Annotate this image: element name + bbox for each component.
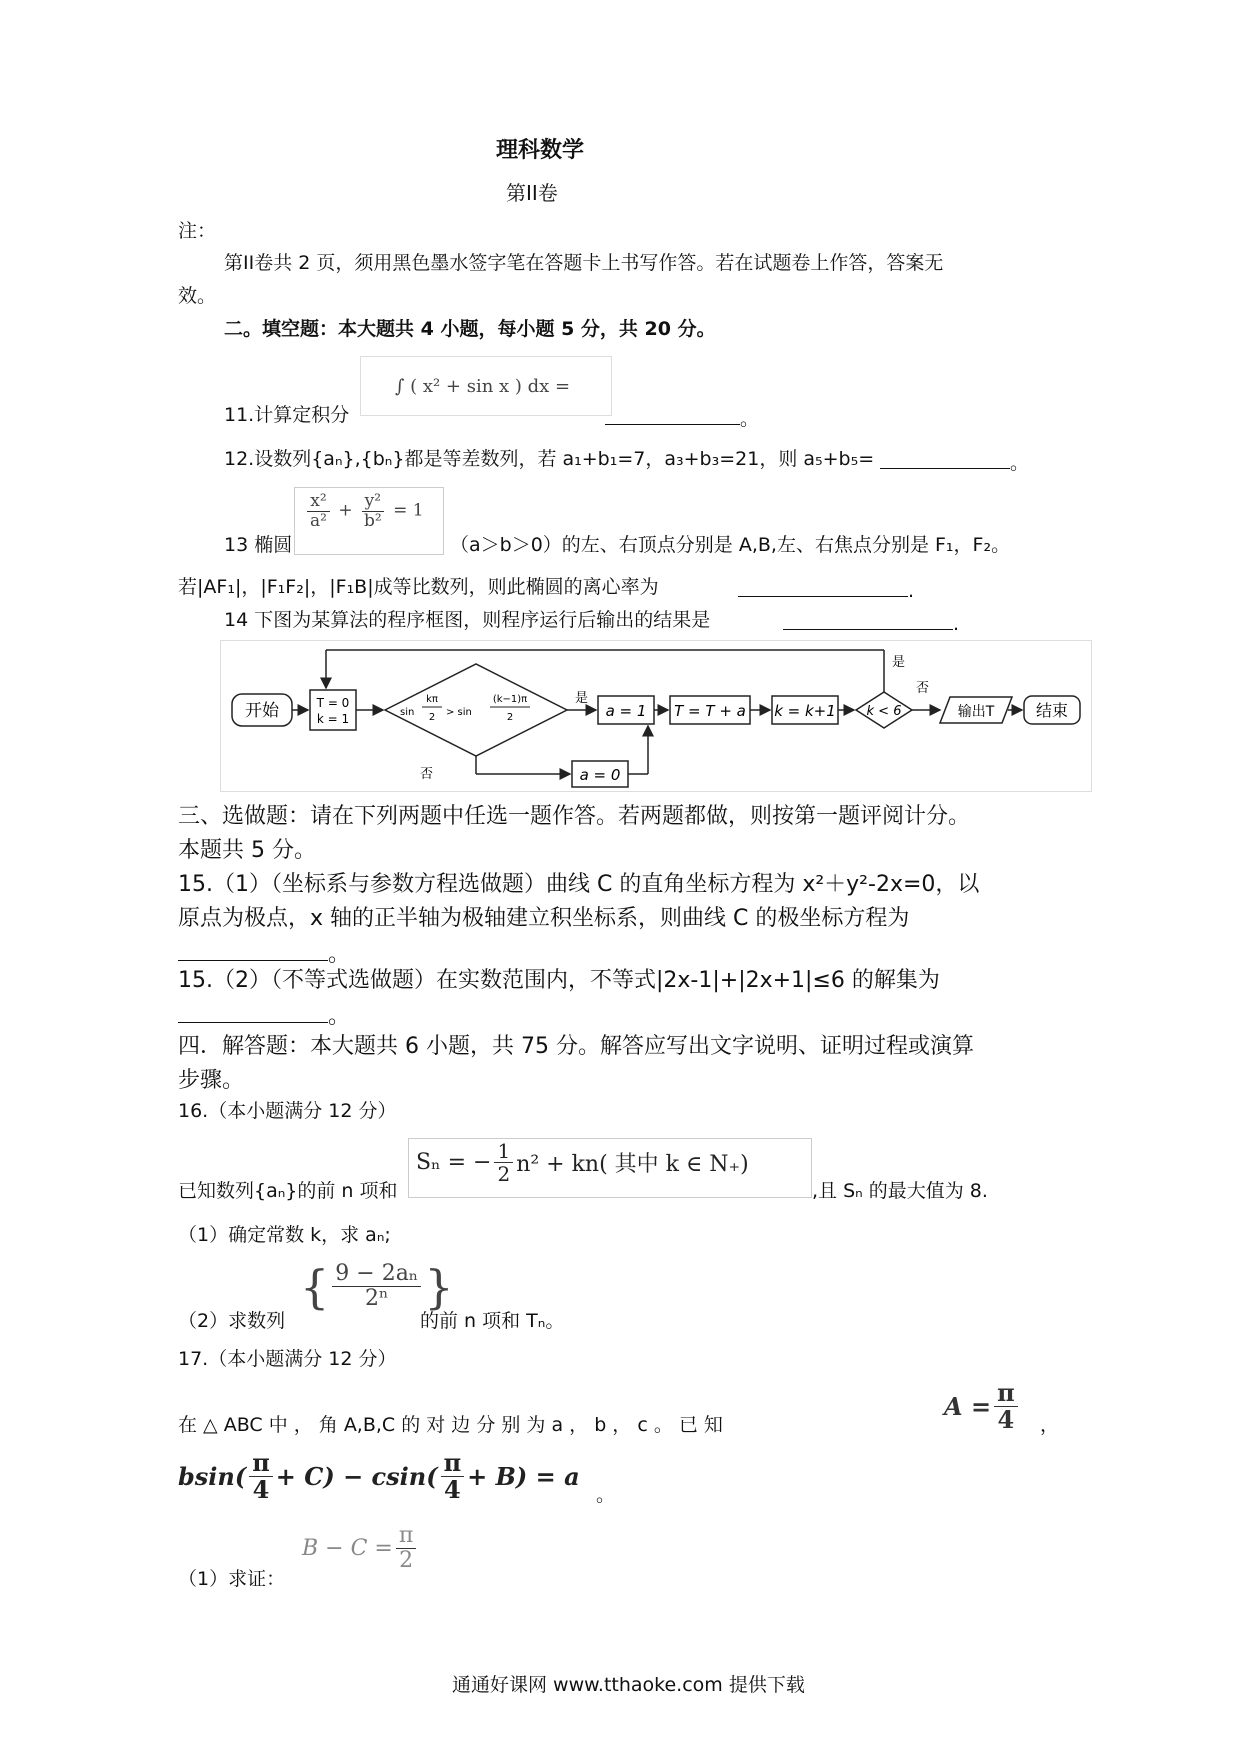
q16-formula: Sₙ = − $\frac{1}{2}$ n² + kn( 其中 k ∈ N₊) xyxy=(416,1139,749,1186)
q13-text: 13 椭圆 xyxy=(224,534,293,556)
note-line1: 第II卷共 2 页，须用黑色墨水签字笔在答题卡上书写作答。若在试题卷上作答，答案无 xyxy=(224,252,944,274)
q15-2-line1: 15.（2）（不等式选做题）在实数范围内，不等式|2x-1|+|2x+1|≤6 的解集为 xyxy=(178,968,940,993)
q17-title: 17.（本小题满分 12 分） xyxy=(178,1348,397,1370)
q16-text: 已知数列{aₙ}的前 n 项和 xyxy=(178,1180,398,1202)
flow-end xyxy=(1024,696,1080,724)
q15-1-answer-blank: 。 xyxy=(178,942,350,966)
q17-comma: ， xyxy=(1040,1414,1060,1436)
svg-text:k < 6: k < 6 xyxy=(866,704,902,719)
flow-init xyxy=(310,690,356,730)
q15-2-answer-blank: 。 xyxy=(178,1004,350,1028)
svg-text:结束: 结束 xyxy=(1035,701,1069,720)
q13-formula: $\frac{\text{x²}}{\text{a²}}$ + $\frac{\text{y²}}{\text{b²}}$ = 1 xyxy=(304,492,424,530)
svg-text:T = 0: T = 0 xyxy=(316,696,350,710)
flow-a-equals-0 xyxy=(572,761,628,787)
section3-line2: 本题共 5 分。 xyxy=(178,838,316,863)
q17-formula-3: B − C = $\frac{\pi}{2}$ xyxy=(302,1524,419,1573)
note-line2: 效。 xyxy=(178,285,217,307)
q11-answer-blank: 。 xyxy=(605,406,759,429)
section4-line2: 步骤。 xyxy=(178,1068,245,1093)
svg-text:T = T + a: T = T + a xyxy=(674,702,746,720)
q17-part1: （1）求证： xyxy=(178,1568,286,1590)
q12-answer-blank: 。 xyxy=(880,450,1029,473)
page-title: 理科数学 xyxy=(496,138,585,163)
q15-1-line2: 原点为极点，x 轴的正半轴为极轴建立积坐标系，则曲线 C 的极坐标方程为 xyxy=(178,906,910,931)
q15-1-line1: 15.（1）（坐标系与参数方程选做题）曲线 C 的直角坐标方程为 x²＋y²-2x=0，以 xyxy=(178,872,980,897)
q16-part1: （1）确定常数 k，求 aₙ; xyxy=(178,1224,391,1246)
svg-text:a = 0: a = 0 xyxy=(579,766,621,784)
flow-sum xyxy=(670,696,750,724)
q17-formula-2: bsin( $\frac{\pi}{4}$ + C) − csin( $\frac{\pi}{4}$ + B) = a xyxy=(178,1448,580,1505)
note-label: 注： xyxy=(178,220,217,242)
q17-formula-A: A = $\frac{\pi}{4}$ xyxy=(944,1380,1021,1434)
q17-dot: 。 xyxy=(596,1484,616,1506)
flowchart xyxy=(220,640,1092,792)
svg-text:(k−1)π: (k−1)π xyxy=(492,694,528,705)
section2-heading: 二。填空题：本大题共 4 小题，每小题 5 分，共 20 分。 xyxy=(224,318,716,340)
q16-part2-formula: { $\frac{\text{9 − 2aₙ}}{\text{2ⁿ}}$ } xyxy=(300,1259,454,1314)
q16-title: 16.（本小题满分 12 分） xyxy=(178,1100,397,1122)
q11-text: 11.计算定积分 xyxy=(224,404,350,426)
section3-line1: 三、选做题：请在下列两题中任选一题作答。若两题都做，则按第一题评阅计分。 xyxy=(178,804,971,829)
svg-text:a = 1: a = 1 xyxy=(605,702,647,720)
svg-text:是: 是 xyxy=(575,691,589,706)
flow-a-equals-1 xyxy=(598,696,654,724)
q13-line2: 若|AF₁|，|F₁F₂|，|F₁B|成等比数列，则此椭圆的离心率为 xyxy=(178,576,659,598)
page-subtitle: 第II卷 xyxy=(506,181,558,205)
q17-line1: 在 △ ABC 中 ， 角 A,B,C 的 对 边 分 别 为 a ， b ， c 。 已 知 xyxy=(178,1414,723,1436)
svg-text:2: 2 xyxy=(506,712,514,723)
svg-text:否: 否 xyxy=(420,767,434,782)
section4-line1: 四．解答题：本大题共 6 小题，共 75 分。解答应写出文字说明、证明过程或演算 xyxy=(178,1034,974,1059)
svg-text:2: 2 xyxy=(428,712,436,723)
q13-answer-blank: . xyxy=(738,578,914,601)
flow-condition-k xyxy=(856,692,912,728)
flow-condition-sin xyxy=(385,664,567,756)
flow-increment xyxy=(772,696,838,724)
footer-text: 通通好课网 www.tthaoke.com 提供下载 xyxy=(452,1674,805,1696)
q13-rest: （a＞b＞0）的左、右顶点分别是 A,B,左、右焦点分别是 F₁，F₂。 xyxy=(450,534,1011,556)
svg-text:是: 是 xyxy=(892,655,906,670)
q14-text: 14 下图为某算法的程序框图，则程序运行后输出的结果是 xyxy=(224,609,711,631)
svg-text:k = k+1: k = k+1 xyxy=(774,702,836,720)
svg-text:kπ: kπ xyxy=(426,694,438,705)
flow-start xyxy=(232,694,292,726)
svg-text:> sin: > sin xyxy=(446,707,472,718)
svg-text:开始: 开始 xyxy=(245,701,279,721)
q16-part2: （2）求数列 xyxy=(178,1310,286,1332)
q16-part2-rest: 的前 n 项和 Tₙ。 xyxy=(420,1310,565,1332)
svg-text:否: 否 xyxy=(916,681,930,696)
flow-output xyxy=(940,697,1012,723)
svg-text:输出T: 输出T xyxy=(957,704,995,720)
svg-text:sin: sin xyxy=(400,707,415,718)
svg-text:k = 1: k = 1 xyxy=(316,712,350,726)
q16-rest: ,且 Sₙ 的最大值为 8. xyxy=(812,1180,988,1202)
q14-answer-blank: . xyxy=(783,611,959,634)
q12-text: 12.设数列{aₙ},{bₙ}都是等差数列，若 a₁+b₁=7，a₃+b₃=21，则 a₅+b₅= xyxy=(224,448,875,470)
q11-formula: ∫ ( x² + sin x ) dx = xyxy=(395,376,571,397)
